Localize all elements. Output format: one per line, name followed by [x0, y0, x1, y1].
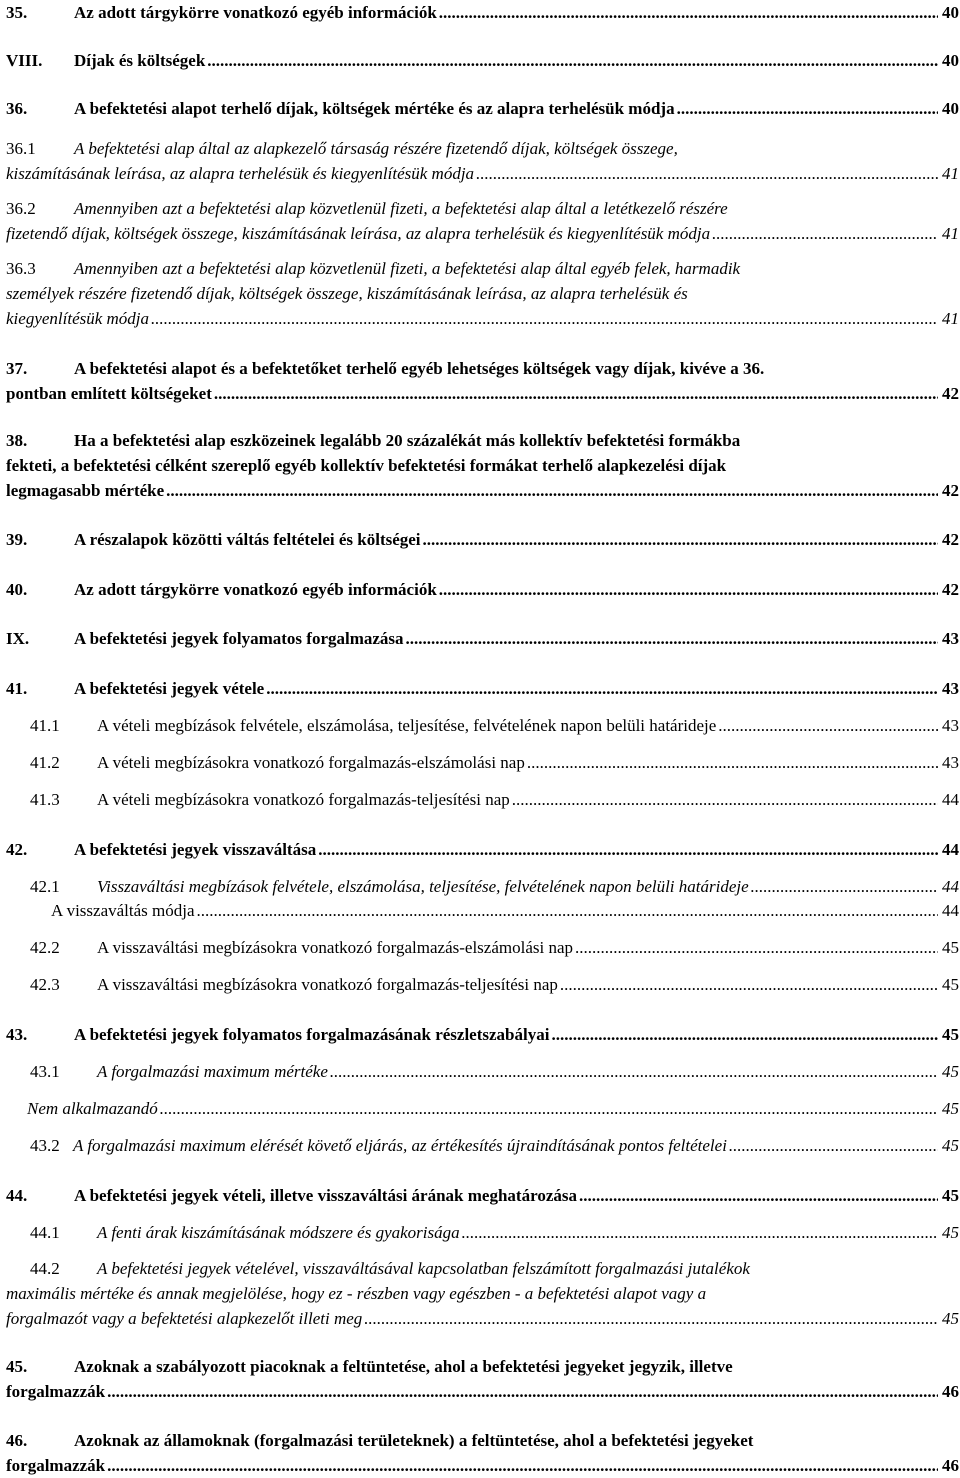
toc-entry-42[interactable]: [6, 837, 959, 862]
entry-title-cont: fekteti, a befektetési célként szereplő egyéb kollektív befektetési formákat terhelő alapkezelési díjak: [6, 456, 727, 475]
entry-title: A visszaváltás módja: [51, 901, 195, 920]
entry-title: Visszaváltási megbízások felvétele, elszámolása, teljesítése, felvételének napon belüli határideje: [97, 877, 749, 896]
toc-entry-37[interactable]: [6, 356, 959, 406]
page-number: 44: [942, 877, 959, 896]
toc-entry-43-2[interactable]: [6, 1133, 959, 1158]
entry-number: 37.: [6, 359, 28, 378]
entry-number: 44.2: [30, 1259, 60, 1278]
page-number: 41: [942, 224, 959, 243]
toc-entry-43[interactable]: [6, 1022, 959, 1047]
entry-number: 41.: [6, 679, 28, 698]
page-number: 40: [942, 99, 959, 118]
page-number: 41: [942, 164, 959, 183]
entry-number: 41.2: [30, 753, 60, 772]
entry-title-cont: fizetendő díjak, költségek összege, kiszámításának leírása, az alapra terhelésük és kiegyenlítésük módja: [6, 224, 711, 243]
page-number: 43: [942, 753, 959, 772]
dot-leader: [560, 972, 938, 997]
page-number: 44: [942, 840, 959, 859]
entry-title: Azoknak a szabályozott piacoknak a feltüntetése, ahol a befektetési jegyeket jegyzik, illetve: [74, 1357, 733, 1376]
page-number: 43: [942, 679, 959, 698]
entry-title: A forgalmazási maximum mértéke: [97, 1062, 328, 1081]
entry-title: A befektetési jegyek vétele: [74, 679, 265, 698]
toc-entry-42-1[interactable]: [6, 874, 959, 899]
entry-title: Azoknak az államoknak (forgalmazási területeknek) a feltüntetése, ahol a befektetési jegyeket: [74, 1431, 754, 1450]
page-number: 46: [942, 1456, 959, 1475]
dot-leader: [462, 1220, 938, 1245]
toc-entry-viii[interactable]: [6, 48, 959, 73]
page-number: 41: [942, 309, 959, 328]
entry-number: 40.: [6, 580, 28, 599]
page-number: 45: [942, 1025, 959, 1044]
dot-leader: [406, 626, 938, 651]
entry-title: A befektetési jegyek folyamatos forgalmazásának részletszabályai: [74, 1025, 550, 1044]
entry-number: 42.2: [30, 938, 60, 957]
dot-leader: [718, 713, 938, 738]
toc-entry-36[interactable]: [6, 96, 959, 121]
toc-entry-42-3[interactable]: [6, 972, 959, 997]
toc-entry-43-1[interactable]: [6, 1059, 959, 1084]
entry-title-cont: személyek részére fizetendő díjak, költségek összege, kiszámításának leírása, az alapra terhelésük és: [6, 284, 688, 303]
dot-leader: [476, 161, 938, 186]
entry-title-cont: forgalmazzák: [6, 1456, 106, 1475]
page-number: 42: [942, 530, 959, 549]
entry-number: 36.3: [6, 259, 36, 278]
toc-entry-36-3[interactable]: [6, 256, 959, 331]
page-number: 46: [942, 1382, 959, 1401]
dot-leader: [712, 221, 938, 246]
toc-entry-41-3[interactable]: [6, 787, 959, 812]
dot-leader: [729, 1133, 938, 1158]
toc-entry-38[interactable]: [6, 428, 959, 503]
entry-title: A vételi megbízásokra vonatkozó forgalmazás-teljesítési nap: [97, 790, 510, 809]
dot-leader: [266, 676, 938, 701]
entry-title-cont: kiszámításának leírása, az alapra terhelésük és kiegyenlítésük módja: [6, 164, 475, 183]
entry-number: 42.3: [30, 975, 60, 994]
entry-title: Díjak és költségek: [74, 51, 206, 70]
entry-title: A visszaváltási megbízásokra vonatkozó forgalmazás-teljesítési nap: [97, 975, 558, 994]
toc-entry-41-2[interactable]: [6, 750, 959, 775]
entry-number: 46.: [6, 1431, 28, 1450]
dot-leader: [330, 1059, 938, 1084]
page-number: 42: [942, 580, 959, 599]
entry-number: 44.1: [30, 1223, 60, 1242]
entry-title: Nem alkalmazandó: [27, 1099, 158, 1118]
page-number: 45: [942, 938, 959, 957]
entry-number: 41.3: [30, 790, 60, 809]
dot-leader: [439, 0, 938, 25]
entry-title-cont: legmagasabb mértéke: [6, 481, 165, 500]
dot-leader: [166, 478, 938, 503]
entry-number: 44.: [6, 1186, 28, 1205]
toc-entry-36-2[interactable]: [6, 196, 959, 246]
entry-title-cont: maximális mértéke és annak megjelölése, hogy ez - részben vagy egészben - a befektetési alapot vagy a: [6, 1284, 707, 1303]
toc-entry-ix[interactable]: [6, 626, 959, 651]
entry-title: Amennyiben azt a befektetési alap közvetlenül fizeti, a befektetési alap által a letétkezelő részére: [74, 199, 728, 218]
entry-number: 39.: [6, 530, 28, 549]
dot-leader: [107, 1379, 938, 1404]
entry-title: Az adott tárgykörre vonatkozó egyéb információk: [74, 3, 437, 22]
page-number: 45: [942, 975, 959, 994]
entry-title: A befektetési jegyek visszaváltása: [74, 840, 317, 859]
page-number: 40: [942, 51, 959, 70]
dot-leader: [423, 527, 938, 552]
page-number: 43: [942, 716, 959, 735]
entry-title: A fenti árak kiszámításának módszere és gyakorisága: [97, 1223, 460, 1242]
toc-entry-46[interactable]: [6, 1428, 959, 1478]
entry-number: 42.1: [30, 877, 60, 896]
toc-entry-visszavaltas-modja[interactable]: [6, 898, 959, 923]
page-number: 43: [942, 629, 959, 648]
page-number: 44: [942, 901, 959, 920]
toc-entry-41[interactable]: [6, 676, 959, 701]
page-number: 45: [942, 1309, 959, 1328]
entry-title-cont: forgalmazzák: [6, 1382, 106, 1401]
entry-number: 45.: [6, 1357, 28, 1376]
entry-title: A befektetési alapot terhelő díjak, költségek mértéke és az alapra terhelésük módja: [74, 99, 675, 118]
dot-leader: [579, 1183, 938, 1208]
toc-entry-39[interactable]: [6, 527, 959, 552]
entry-title: Amennyiben azt a befektetési alap közvetlenül fizeti, a befektetési alap által egyéb felek, harmadik: [74, 259, 741, 278]
entry-title: A befektetési alap által az alapkezelő társaság részére fizetendő díjak, költségek összege,: [74, 139, 678, 158]
page-number: 45: [942, 1136, 959, 1155]
entry-title: A vételi megbízások felvétele, elszámolása, teljesítése, felvételének napon belüli határideje: [97, 716, 717, 735]
toc-entry-nem-alkalmazando[interactable]: [6, 1096, 959, 1121]
dot-leader: [575, 935, 938, 960]
toc-entry-44-1[interactable]: [6, 1220, 959, 1245]
toc-entry-40[interactable]: [6, 577, 959, 602]
page-number: 40: [942, 3, 959, 22]
entry-number: 41.1: [30, 716, 60, 735]
entry-number: 43.: [6, 1025, 28, 1044]
dot-leader: [364, 1306, 938, 1331]
toc-entry-41-1[interactable]: [6, 713, 959, 738]
entry-title-cont: pontban említett költségeket: [6, 384, 212, 403]
entry-number: VIII.: [6, 51, 43, 70]
dot-leader: [207, 48, 938, 73]
page-number: 45: [942, 1223, 959, 1242]
entry-number: 36.: [6, 99, 28, 118]
dot-leader: [160, 1096, 938, 1121]
entry-title: A befektetési jegyek vételi, illetve visszaváltási árának meghatározása: [74, 1186, 577, 1205]
entry-title: Az adott tárgykörre vonatkozó egyéb információk: [74, 580, 437, 599]
entry-title: A befektetési jegyek vételével, visszaváltásával kapcsolatban felszámított forgalmazási jutalékok: [97, 1259, 750, 1278]
entry-title: A befektetési jegyek folyamatos forgalmazása: [74, 629, 404, 648]
entry-number: 43.2: [30, 1136, 60, 1155]
dot-leader: [551, 1022, 938, 1047]
entry-number: IX.: [6, 629, 30, 648]
page-number: 44: [942, 790, 959, 809]
entry-title: A befektetési alapot és a befektetőket terhelő egyéb lehetséges költségek vagy díjak, kivéve a 36.: [74, 359, 765, 378]
dot-leader: [318, 837, 938, 862]
page-number: 45: [942, 1099, 959, 1118]
page-number: 45: [942, 1062, 959, 1081]
entry-number: 38.: [6, 431, 28, 450]
toc-entry-44-2[interactable]: [6, 1256, 959, 1331]
entry-number: 35.: [6, 3, 28, 22]
page-number: 45: [942, 1186, 959, 1205]
dot-leader: [197, 898, 938, 923]
dot-leader: [677, 96, 938, 121]
dot-leader: [439, 577, 938, 602]
toc-entry-45[interactable]: [6, 1354, 959, 1404]
page-number: 42: [942, 384, 959, 403]
entry-title-cont: kiegyenlítésük módja: [6, 309, 150, 328]
entry-title: A részalapok közötti váltás feltételei és költségei: [74, 530, 421, 549]
entry-title: A visszaváltási megbízásokra vonatkozó forgalmazás-elszámolási nap: [97, 938, 573, 957]
entry-title-cont: forgalmazót vagy a befektetési alapkezelőt illeti meg: [6, 1309, 363, 1328]
dot-leader: [512, 787, 938, 812]
toc-entry-35[interactable]: [6, 0, 959, 25]
entry-number: 43.1: [30, 1062, 60, 1081]
entry-number: 36.2: [6, 199, 36, 218]
entry-title: Ha a befektetési alap eszközeinek legalább 20 százalékát más kollektív befektetési formákba: [74, 431, 741, 450]
toc-entry-42-2[interactable]: [6, 935, 959, 960]
entry-title: A vételi megbízásokra vonatkozó forgalmazás-elszámolási nap: [97, 753, 525, 772]
dot-leader: [751, 874, 938, 899]
dot-leader: [107, 1453, 938, 1478]
dot-leader: [527, 750, 938, 775]
dot-leader: [214, 381, 938, 406]
entry-number: 36.1: [6, 139, 36, 158]
toc-entry-36-1[interactable]: [6, 136, 959, 186]
entry-number: 42.: [6, 840, 28, 859]
toc-entry-44[interactable]: [6, 1183, 959, 1208]
page-number: 42: [942, 481, 959, 500]
entry-title: A forgalmazási maximum elérését követő eljárás, az értékesítés újraindításának pontos feltételei: [73, 1136, 727, 1155]
dot-leader: [151, 306, 938, 331]
